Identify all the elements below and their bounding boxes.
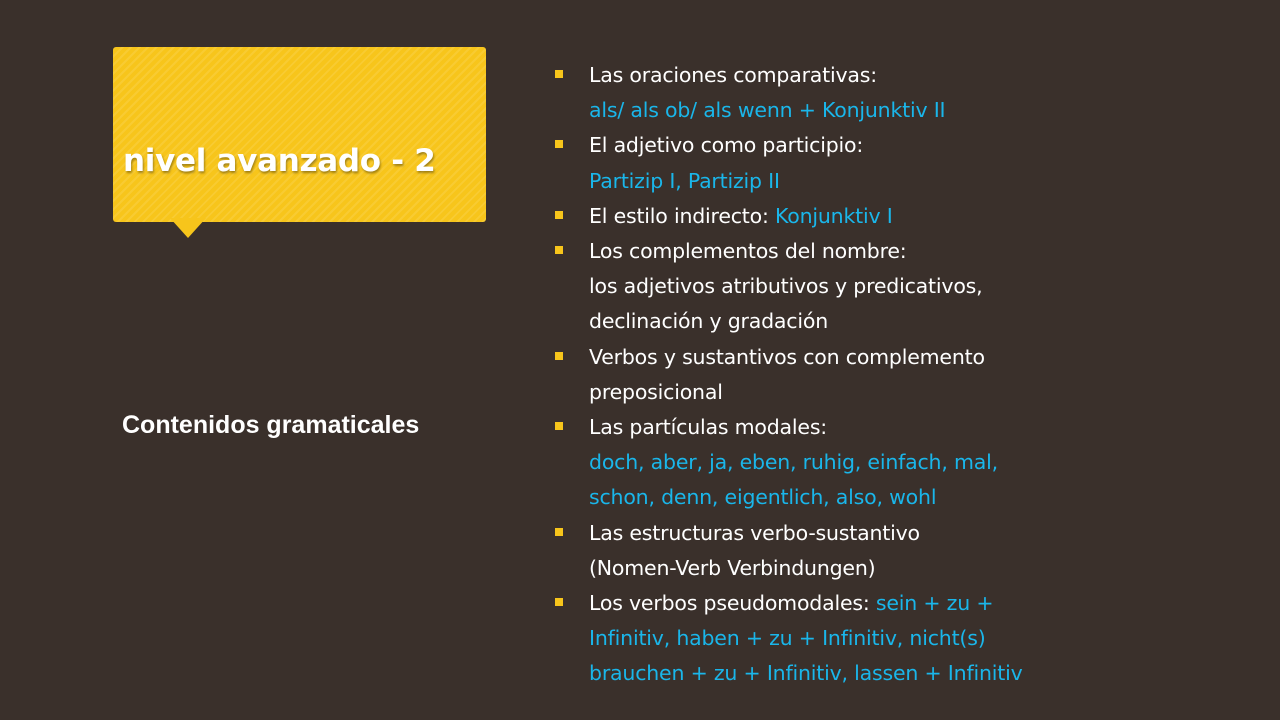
item-text: Verbos y sustantivos con complemento: [589, 344, 985, 369]
callout-pointer: [170, 218, 206, 238]
item-example: doch, aber, ja, eben, ruhig, einfach, mal,: [589, 450, 998, 475]
list-item: [552, 58, 1252, 128]
list-item: [552, 410, 1252, 516]
grammar-contents-list: [552, 58, 1252, 692]
item-text: preposicional: [589, 379, 723, 404]
square-bullet-icon: [555, 352, 563, 360]
item-example: brauchen + zu + Infinitiv, lassen + Infinitiv: [589, 661, 1023, 686]
item-example: schon, denn, eigentlich, also, wohl: [589, 485, 937, 510]
list-item: [552, 128, 1252, 198]
item-text: Las estructuras verbo-sustantivo: [589, 520, 920, 545]
square-bullet-icon: [555, 70, 563, 78]
item-text: declinación y gradación: [589, 309, 828, 334]
item-text: Las oraciones comparativas:: [589, 63, 877, 87]
list-item: [552, 586, 1252, 692]
list-item: [552, 199, 1252, 234]
section-subtitle: Contenidos gramaticales: [122, 411, 420, 439]
list-item: [552, 340, 1252, 410]
slide-title: nivel avanzado - 2: [123, 143, 436, 179]
item-text: Los verbos pseudomodales:: [589, 591, 876, 616]
square-bullet-icon: [555, 140, 563, 148]
item-text: (Nomen-Verb Verbindungen): [589, 555, 876, 580]
item-text: los adjetivos atributivos y predicativos,: [589, 274, 983, 299]
list-item: [552, 234, 1252, 340]
square-bullet-icon: [555, 598, 563, 606]
item-text: El estilo indirecto:: [589, 203, 776, 228]
item-text: Las partículas modales:: [589, 415, 828, 440]
item-text: Los complementos del nombre:: [589, 239, 907, 264]
item-example: sein + zu +: [875, 591, 994, 616]
square-bullet-icon: [555, 422, 563, 430]
item-text: El adjetivo como participio:: [589, 133, 864, 158]
item-line: [589, 586, 1252, 621]
title-callout: [113, 47, 486, 222]
square-bullet-icon: [555, 211, 563, 219]
item-example: als/ als ob/ als wenn + Konjunktiv II: [589, 98, 946, 123]
square-bullet-icon: [555, 528, 563, 536]
item-example: Partizip I, Partizip II: [589, 168, 780, 193]
item-line: [589, 199, 1252, 234]
item-example: Infinitiv, haben + zu + Infinitiv, nicht(s): [589, 626, 986, 651]
square-bullet-icon: [555, 246, 563, 254]
item-example: Konjunktiv I: [775, 203, 893, 228]
list-item: [552, 516, 1252, 586]
